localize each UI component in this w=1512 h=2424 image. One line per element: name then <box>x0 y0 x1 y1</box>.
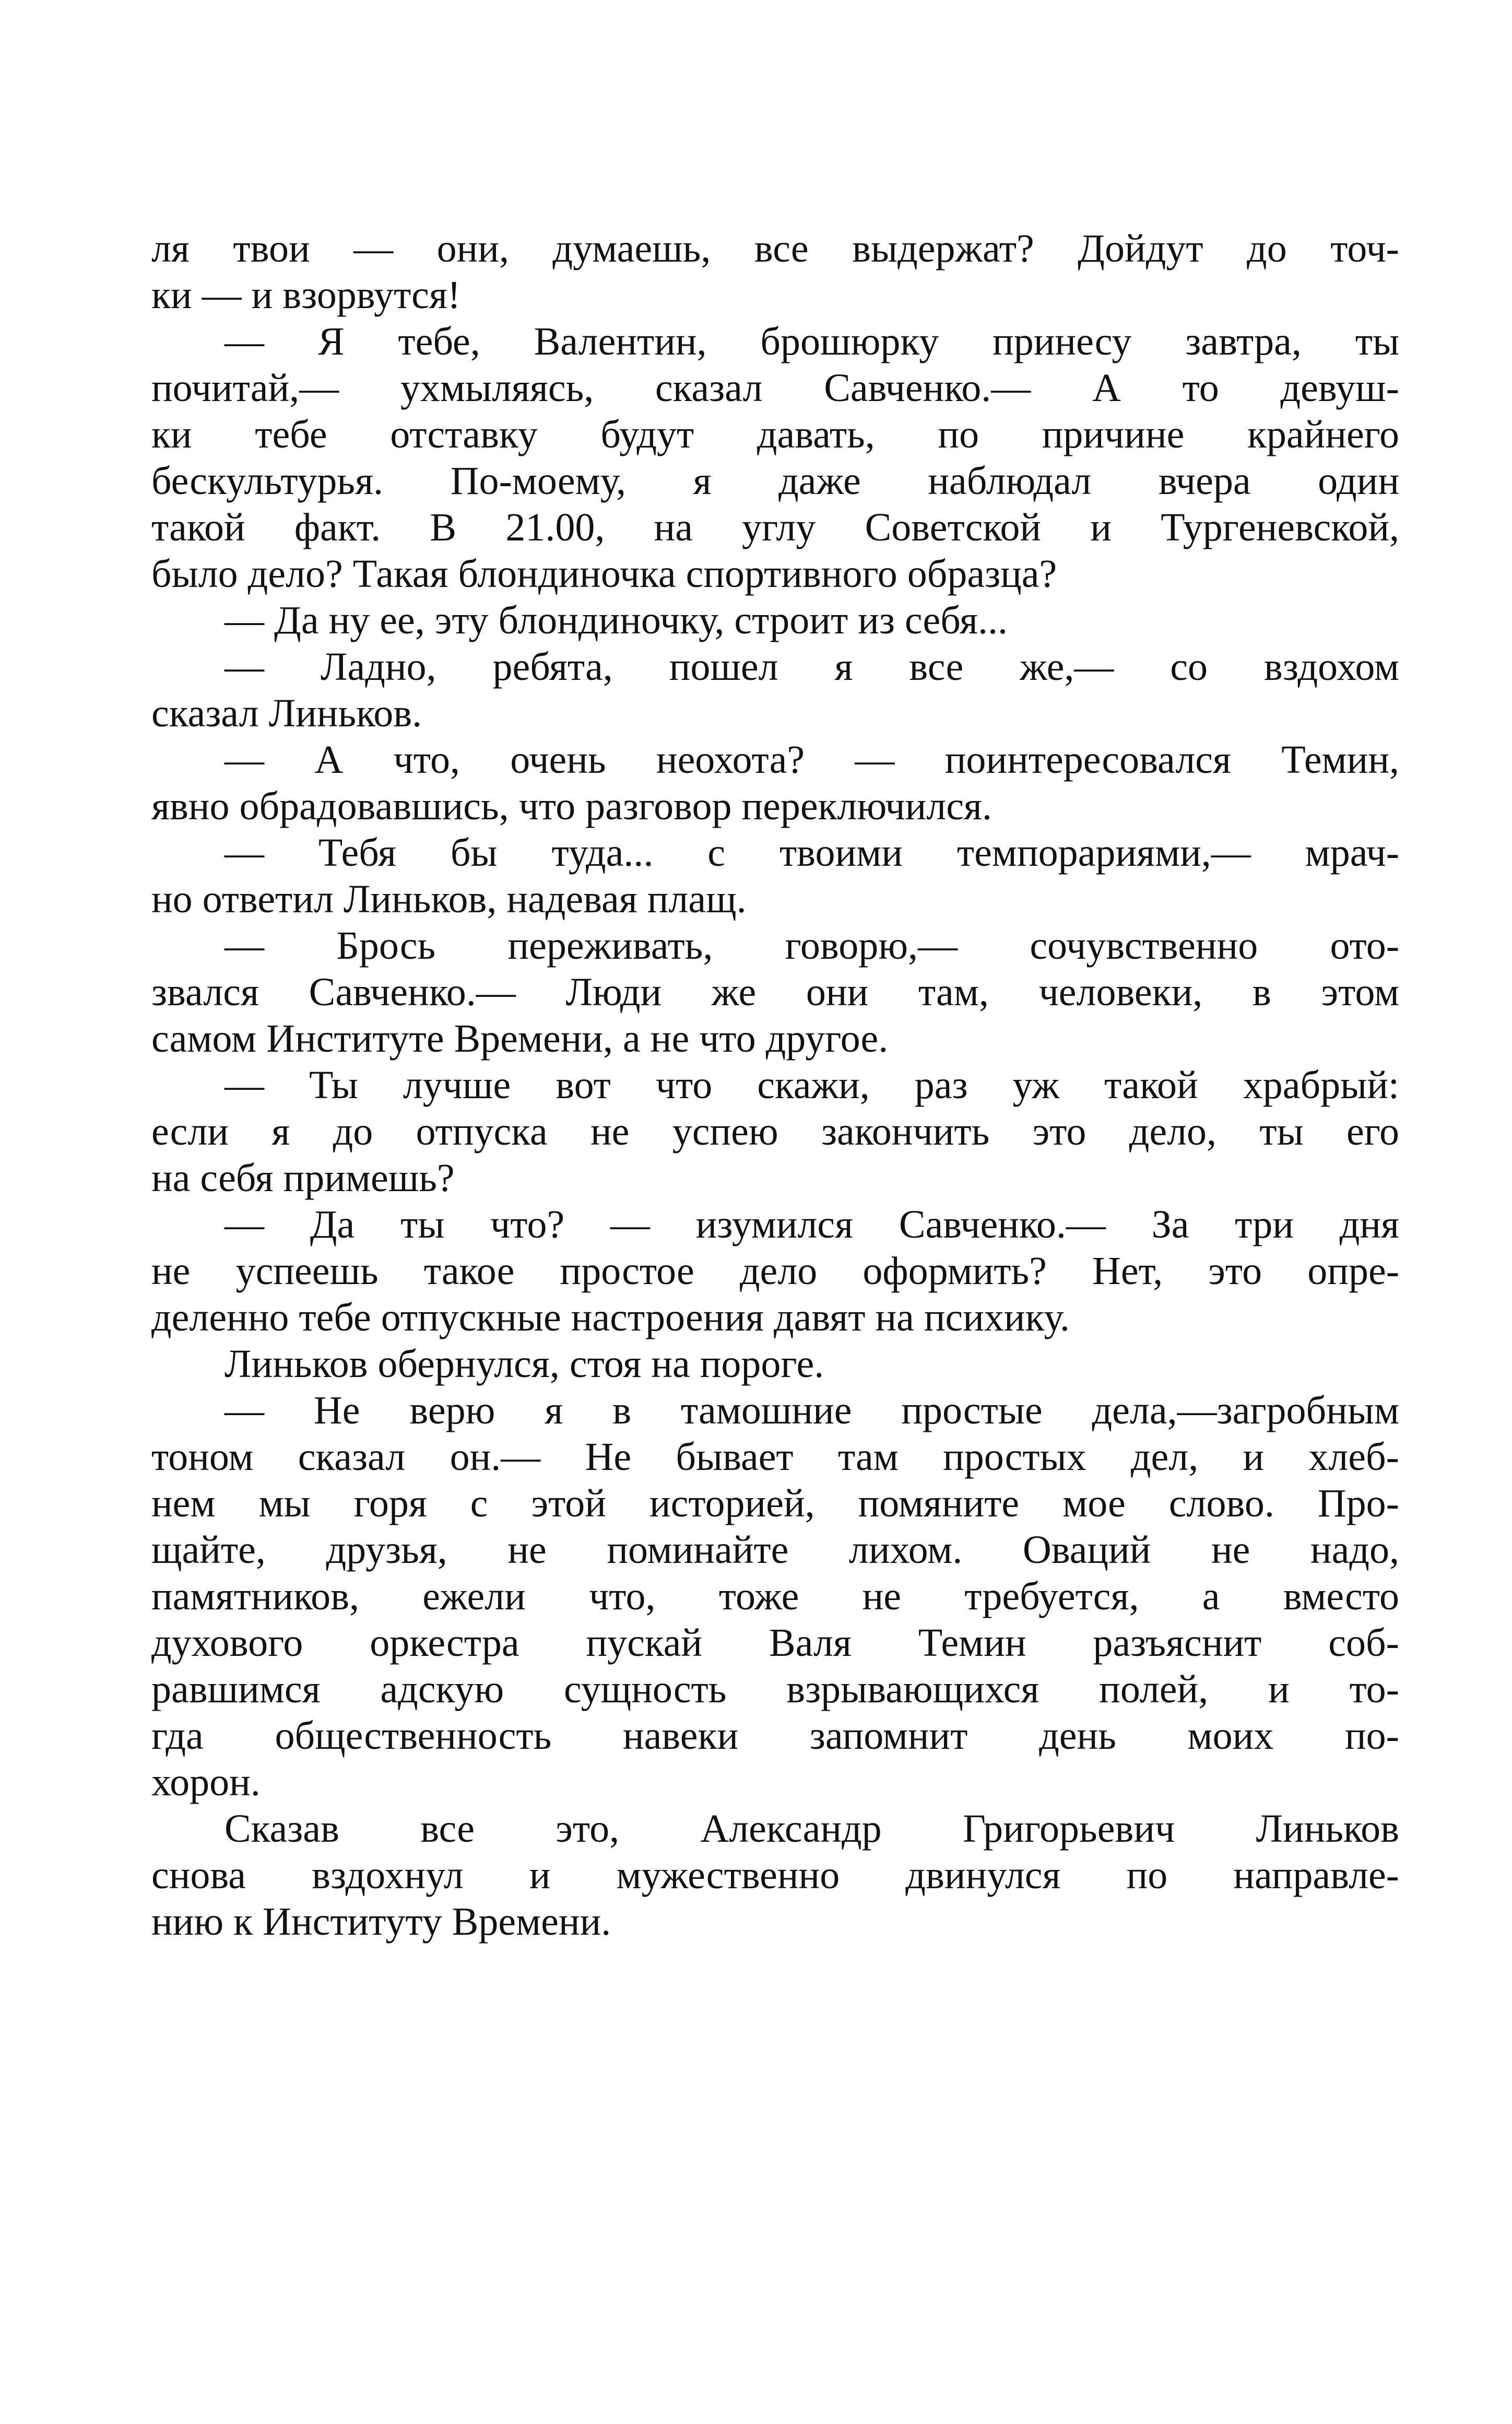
text-line: сказал Линьков. <box>151 691 422 735</box>
text-line: духового оркестра пускай Валя Темин разъяснит соб- <box>151 1621 1399 1665</box>
text-line: Линьков обернулся, стоя на пороге. <box>225 1342 824 1386</box>
text-line: бескультурья. По-моему, я даже наблюдал вчера один <box>151 459 1399 503</box>
text-line: памятников, ежели что, тоже не требуется, а вместо <box>151 1574 1399 1618</box>
text-line: — А что, очень неохота? — поинтересовался Темин, <box>225 738 1399 782</box>
text-line: — Я тебе, Валентин, брошюрку принесу завтра, ты <box>225 320 1399 363</box>
text-line: явно обрадовавшись, что разговор переключился. <box>151 784 992 828</box>
text-line: гда общественность навеки запомнит день моих по- <box>151 1714 1399 1758</box>
text-line: было дело? Такая блондиночка спортивного образца? <box>151 552 1057 596</box>
text-line: почитай,— ухмыляясь, сказал Савченко.— А то девуш- <box>151 366 1399 410</box>
text-line: звался Савченко.— Люди же они там, человеки, в этом <box>151 970 1399 1014</box>
book-page <box>151 226 1399 1945</box>
text-line: — Да ты что? — изумился Савченко.— За три дня <box>225 1203 1399 1246</box>
text-line: если я до отпуска не успею закончить это дело, ты его <box>151 1110 1399 1154</box>
text-line: не успеешь такое простое дело оформить? Нет, это опре- <box>151 1249 1399 1293</box>
text-line: такой факт. В 21.00, на углу Советской и Тургеневской, <box>151 505 1399 549</box>
text-line: снова вздохнул и мужественно двинулся по направле- <box>151 1853 1399 1897</box>
body-text <box>151 226 1399 1945</box>
text-line: ля твои — они, думаешь, все выдержат? Дойдут до точ- <box>151 227 1399 270</box>
text-line: хорон. <box>151 1760 261 1804</box>
text-line: нию к Институту Времени. <box>151 1900 611 1944</box>
text-line: Сказав все это, Александр Григорьевич Линьков <box>225 1807 1399 1851</box>
text-line: самом Институте Времени, а не что другое. <box>151 1017 889 1061</box>
text-line: но ответил Линьков, надевая плащ. <box>151 877 747 921</box>
text-line: ки — и взорвутся! <box>151 273 461 317</box>
text-line: — Тебя бы туда... с твоими темпорариями,— мрач- <box>225 831 1399 875</box>
text-line: — Да ну ее, эту блондиночку, строит из себя... <box>225 598 1008 642</box>
text-line: деленно тебе отпускные настроения давят на психику. <box>151 1296 1070 1339</box>
text-line: — Ты лучше вот что скажи, раз уж такой храбрый: <box>225 1063 1399 1107</box>
text-line: тоном сказал он.— Не бывает там простых дел, и хлеб- <box>151 1435 1399 1479</box>
text-line: нем мы горя с этой историей, помяните мое слово. Про- <box>151 1481 1399 1525</box>
text-line: — Ладно, ребята, пошел я все же,— со вздохом <box>225 645 1399 689</box>
text-line: щайте, друзья, не поминайте лихом. Оваций не надо, <box>151 1528 1399 1572</box>
text-line: равшимся адскую сущность взрывающихся полей, и то- <box>151 1667 1399 1711</box>
text-line: — Не верю я в тамошние простые дела,—загробным <box>225 1388 1399 1432</box>
text-line: на себя примешь? <box>151 1156 455 1200</box>
text-line: ки тебе отставку будут давать, по причине крайнего <box>151 413 1399 456</box>
text-line: — Брось переживать, говорю,— сочувственно ото- <box>225 924 1399 968</box>
